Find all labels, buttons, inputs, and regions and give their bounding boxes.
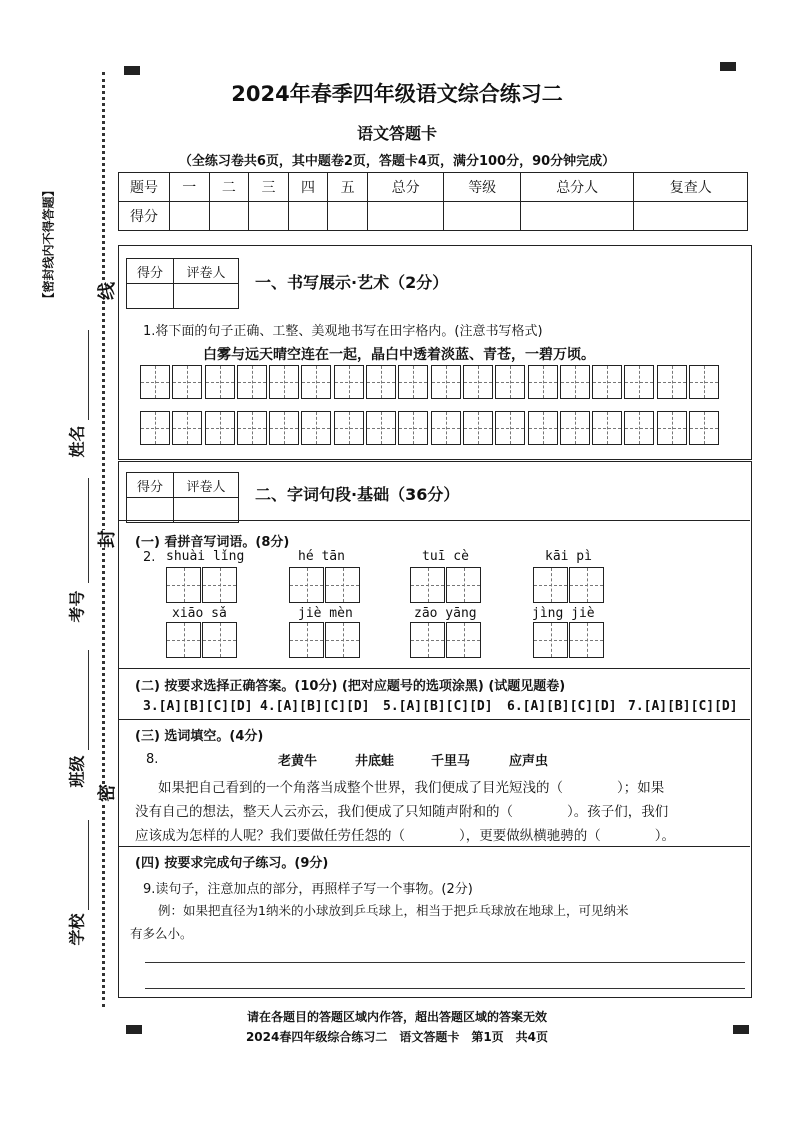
grader-score-label: 得分	[127, 473, 174, 498]
char-cell[interactable]	[569, 622, 604, 658]
score-table-cell: 总分人	[520, 173, 633, 202]
question-8-line-2: 没有自己的想法，整天人云亦云，我们便成了只知随声附和的（ ）。孩子们，我们	[135, 804, 669, 820]
section-divider	[118, 719, 750, 720]
pinyin-answer-box[interactable]	[289, 567, 361, 607]
char-cell[interactable]	[410, 622, 445, 658]
pinyin-label: hé tān	[298, 549, 345, 564]
writing-grid-cell[interactable]	[334, 365, 364, 399]
writing-grid-cell[interactable]	[205, 411, 235, 445]
score-input-cell[interactable]	[170, 202, 210, 231]
writing-grid-cell[interactable]	[495, 365, 525, 399]
pinyin-answer-box[interactable]	[533, 567, 605, 607]
footer-page-info: 2024春四年级综合练习二 语文答题卡 第1页 共4页	[245, 1030, 549, 1044]
grader-score-cell[interactable]	[127, 284, 174, 309]
score-input-cell[interactable]	[444, 202, 521, 231]
pinyin-label: tuī cè	[422, 549, 469, 564]
grader-name-label: 评卷人	[174, 259, 239, 284]
grader-table-2	[126, 472, 239, 523]
score-table-cell: 三	[249, 173, 289, 202]
example-line-1: 例：如果把直径为1纳米的小球放到乒乓球上，相当于把乒乓球放在地球上，可见纳米	[158, 903, 629, 918]
exam-note: （全练习卷共6页，其中题卷2页，答题卡4页，满分100分，90分钟完成）	[178, 154, 616, 169]
pinyin-label: kāi pì	[545, 549, 592, 564]
writing-grid-cell[interactable]	[592, 365, 622, 399]
pinyin-answer-box[interactable]	[410, 567, 482, 607]
question-8-line-3: 应该成为怎样的人呢？我们要做任劳任怨的（ ），更要做纵横驰骋的（ ）。	[135, 828, 675, 844]
writing-grid-cell[interactable]	[301, 411, 331, 445]
exam-no-fill-line[interactable]	[88, 478, 89, 583]
writing-grid-cell[interactable]	[269, 411, 299, 445]
pinyin-label: shuài lǐng	[166, 549, 245, 564]
seal-warning: 【密封线内不得答题】	[41, 184, 56, 305]
writing-grid-cell[interactable]	[463, 411, 493, 445]
char-cell[interactable]	[166, 567, 201, 603]
writing-grid-cell[interactable]	[237, 365, 267, 399]
writing-grid-cell[interactable]	[689, 365, 719, 399]
footer-warning: 请在各题目的答题区域内作答，超出答题区域的答案无效	[246, 1010, 547, 1024]
writing-grid-cell[interactable]	[560, 365, 590, 399]
char-cell[interactable]	[325, 567, 360, 603]
section-divider	[118, 520, 750, 521]
score-table-header-row	[119, 173, 748, 202]
char-cell[interactable]	[533, 567, 568, 603]
name-label: 姓名	[67, 425, 87, 458]
class-label: 班级	[67, 755, 87, 788]
seal-char-seal: 封	[93, 530, 119, 548]
school-label: 学校	[67, 913, 87, 946]
part-one-title: (一) 看拼音写词语。(8分)	[135, 535, 290, 550]
score-input-cell[interactable]	[634, 202, 748, 231]
score-table-cell: 二	[209, 173, 249, 202]
grader-name-cell[interactable]	[174, 284, 239, 309]
score-table-cell: 总分	[367, 173, 444, 202]
writing-grid-cell[interactable]	[172, 411, 202, 445]
seal-char-secret: 密	[93, 784, 119, 802]
pinyin-answer-box[interactable]	[289, 622, 361, 662]
writing-grid-cell[interactable]	[528, 411, 558, 445]
writing-grid-cell[interactable]	[237, 411, 267, 445]
writing-grid-cell[interactable]	[269, 365, 299, 399]
writing-grid-cell[interactable]	[366, 365, 396, 399]
writing-grid-cell[interactable]	[398, 365, 428, 399]
word-option: 应声虫	[509, 754, 549, 769]
score-input-cell[interactable]	[209, 202, 249, 231]
class-fill-line[interactable]	[88, 650, 89, 750]
pinyin-answer-box[interactable]	[410, 622, 482, 662]
char-cell[interactable]	[325, 622, 360, 658]
score-table-cell: 复查人	[634, 173, 748, 202]
writing-grid-cell[interactable]	[463, 365, 493, 399]
char-cell[interactable]	[202, 567, 237, 603]
writing-grid-cell[interactable]	[398, 411, 428, 445]
writing-grid-cell[interactable]	[624, 411, 654, 445]
question-8-line-1: 如果把自己看到的一个角落当成整个世界，我们便成了目光短浅的（ ）；如果	[158, 780, 665, 796]
page-subtitle: 语文答题卡	[356, 124, 437, 143]
score-table-cell: 一	[170, 173, 210, 202]
question-2-number: 2.	[143, 550, 156, 565]
grader-name-label: 评卷人	[174, 473, 239, 498]
part-four-title: (四) 按要求完成句子练习。(9分)	[135, 856, 329, 871]
writing-grid-cell[interactable]	[592, 411, 622, 445]
school-fill-line[interactable]	[88, 820, 89, 910]
choice-q4[interactable]: 4.[A][B][C][D]	[260, 699, 370, 714]
score-table	[118, 172, 748, 231]
writing-grid-cell[interactable]	[657, 365, 687, 399]
score-input-cell[interactable]	[288, 202, 328, 231]
writing-grid-cell[interactable]	[205, 365, 235, 399]
writing-grid-cell[interactable]	[140, 365, 170, 399]
score-table-cell: 四	[288, 173, 328, 202]
writing-grid-cell[interactable]	[657, 411, 687, 445]
char-cell[interactable]	[289, 622, 324, 658]
char-cell[interactable]	[446, 622, 481, 658]
question-1-text: 1.将下面的句子正确、工整、美观地书写在田字格内。(注意书写格式)	[143, 324, 543, 339]
section-divider	[118, 668, 750, 669]
pinyin-answer-box[interactable]	[533, 622, 605, 662]
word-option: 千里马	[431, 754, 471, 769]
pinyin-answer-box[interactable]	[166, 622, 238, 662]
choice-q5[interactable]: 5.[A][B][C][D]	[383, 699, 493, 714]
writing-grid-cell[interactable]	[495, 411, 525, 445]
grader-table-1	[126, 258, 239, 309]
score-input-cell[interactable]	[249, 202, 289, 231]
choice-q7[interactable]: 7.[A][B][C][D]	[628, 699, 738, 714]
char-cell[interactable]	[166, 622, 201, 658]
grader-name-cell[interactable]	[174, 498, 239, 523]
choice-q6[interactable]: 6.[A][B][C][D]	[507, 699, 617, 714]
score-table-cell: 得分	[119, 202, 170, 231]
name-fill-line[interactable]	[88, 330, 89, 420]
copy-sentence: 白雾与远天晴空连在一起，晶白中透着淡蓝、青苍，一碧万顷。	[203, 347, 595, 363]
pinyin-label: jìng jiè	[532, 606, 595, 621]
writing-grid-row-1[interactable]	[140, 365, 721, 399]
score-table-cell: 五	[328, 173, 368, 202]
pinyin-label: zāo yāng	[414, 606, 477, 621]
word-option: 老黄牛	[278, 754, 318, 769]
writing-grid-cell[interactable]	[140, 411, 170, 445]
char-cell[interactable]	[289, 567, 324, 603]
grader-score-cell[interactable]	[127, 498, 174, 523]
pinyin-label: jiè mèn	[298, 606, 353, 621]
pinyin-label: xiāo sǎ	[172, 606, 227, 621]
char-cell[interactable]	[569, 567, 604, 603]
writing-grid-cell[interactable]	[528, 365, 558, 399]
writing-grid-cell[interactable]	[624, 365, 654, 399]
page-title: 2024年春季四年级语文综合练习二	[231, 82, 563, 106]
writing-grid-cell[interactable]	[431, 365, 461, 399]
part-three-title: (三) 选词填空。(4分)	[135, 729, 264, 744]
section-one-title: 一、书写展示·艺术（2分）	[255, 273, 449, 292]
writing-grid-cell[interactable]	[689, 411, 719, 445]
writing-grid-row-2[interactable]	[140, 411, 721, 445]
score-table-score-row	[119, 202, 748, 231]
word-option: 井底蛙	[355, 754, 395, 769]
part-two-title: (二) 按要求选择正确答案。(10分) (把对应题号的选项涂黑) (试题见题卷)	[135, 679, 566, 694]
section-two-title: 二、字词句段·基础（36分）	[255, 485, 460, 504]
answer-line[interactable]	[145, 988, 745, 989]
char-cell[interactable]	[533, 622, 568, 658]
answer-line[interactable]	[145, 962, 745, 963]
seal-char-line: 线	[93, 282, 119, 300]
score-table-cell: 题号	[119, 173, 170, 202]
registration-mark-top-left	[124, 66, 140, 75]
section-divider	[118, 846, 750, 847]
question-9-text: 9.读句子，注意加点的部分，再照样子写一个事物。(2分)	[143, 882, 473, 897]
char-cell[interactable]	[410, 567, 445, 603]
writing-grid-cell[interactable]	[431, 411, 461, 445]
char-cell[interactable]	[202, 622, 237, 658]
question-8-number: 8.	[146, 752, 159, 767]
writing-grid-cell[interactable]	[301, 365, 331, 399]
score-table-cell: 等级	[444, 173, 521, 202]
writing-grid-cell[interactable]	[172, 365, 202, 399]
char-cell[interactable]	[446, 567, 481, 603]
choice-q3[interactable]: 3.[A][B][C][D]	[143, 699, 253, 714]
score-input-cell[interactable]	[367, 202, 444, 231]
writing-grid-cell[interactable]	[334, 411, 364, 445]
score-input-cell[interactable]	[328, 202, 368, 231]
score-input-cell[interactable]	[520, 202, 633, 231]
pinyin-answer-box[interactable]	[166, 567, 238, 607]
exam-no-label: 考号	[67, 590, 87, 623]
writing-grid-cell[interactable]	[560, 411, 590, 445]
registration-mark-top-right	[720, 62, 736, 71]
writing-grid-cell[interactable]	[366, 411, 396, 445]
example-line-2: 有多么小。	[130, 926, 193, 941]
grader-score-label: 得分	[127, 259, 174, 284]
